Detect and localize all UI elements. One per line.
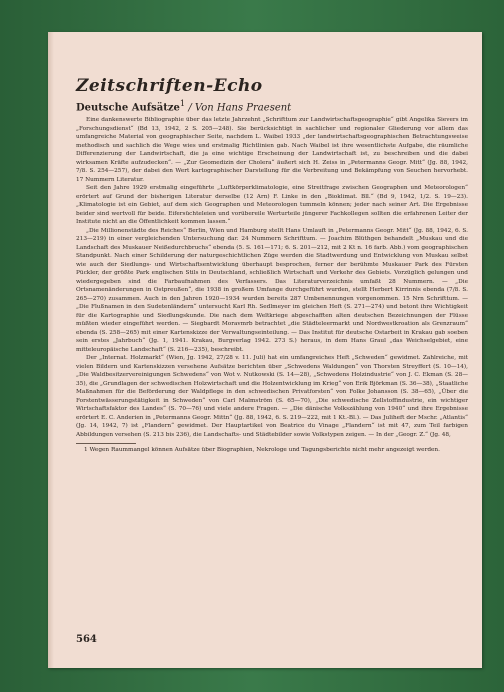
subtitle-author: Von Hans Praesent [194,102,292,114]
body-paragraph: Seit den Jahre 1929 erstmalig eingeführte „Luftkörperklimatologie, eine Streitfrage zwischen Geographen und Meteorologen“ erörtert auf Grund der bisherigen Literatur derselbe (12 Arn) F. Linke in den „Bioklimat. Bll.“ (Bd 9, 1942, 1/2. S. 19—23). „Klimatologie ist ein Gebiet, auf dem sich Geographen und Meteorologen tummeln können; jeder nach seiner Art. Die Ergebnisse beider sind wertvoll für beide. Eifersüchteleien und vorübereile Werturteile jüngerer Fachkollegen sollten die erfahrenen Leiter der Institute nicht an die Öffentlichkeit kommen lassen.“ [76,185,468,226]
subtitle-separator: / [188,102,192,114]
page-content [76,76,468,454]
body-paragraph: „Die Millionenstädte des Reiches“ Berlin, Wien und Hamburg stellt Hans Umlauft in „Petermanns Geogr. Mitt“ (Jg. 88, 1942, 6. S. 213—219) in einer vergleichenden Untersuchung dar. 24 Nummern Schrifttum. — Joachim Blüthgen behandelt „Muskau und die Landschaft des Muskauer Neißedurchbruchs“ ebenda (5. S. 161—171; 6. S. 201—212, mit 2 Kt n. 16 farb. Abb.) vom geographischen Standpunkt. Nach einer Schilderung der naturgeschichtlichen Züge werden die Stadtwerdung und Entwicklung von Muskau selbst wie auch der Siedlungs- und Wirtschaftsentwicklung überhaupt besprochen, ferner der berühmte Muskauer Park des Fürsten Pückler, der größte Park englischen Stils in Deutschland, schließlich Wirtschaft und Verkehr des Gebiets. Vorzüglich gelungen und wiedergegeben sind die Farbaufnahmen des Verfassers. Das Literaturverzeichnis umfaßt 28 Nummern. — „Die Ortsnamenänderungen in Ostpreußen“, die 1938 in großem Umfange durchgeführt wurden, stellt Herbert Kirrinnis ebenda (7/8. S. 265—270) zusammen. Auch in den Jahren 1920—1934 wurden bereits 287 Umbenennungen vorgenommen. 15 Nrn Schrifttum. — „Die Flußnamen in den Sudetenländern“ untersucht Karl Rh. Sedlmeyer im gleichen Heft (S. 271—274) und betont ihre Wichtigkeit für die Kartographie und Siedlungskunde. Die nach dem Weltkriege abgeschafften alten deutschen Bezeichnungen der Flüsse müßten wieder eingeführt werden. — Siegbardt Moravmrb betrachtet „die Städteleermarkt und Nordwestkroation als Grenzraum“ ebenda (S. 258—265) mit einer Kartenskizze der Verwaltungseinteilung. — Das Institut für deutsche Ostarbeit in Krakau gab soeben sein erstes „Jahrbuch“ (Jg. 1, 1941. Krakau, Burgverlag 1942. 273 S.) heraus, in dem Hans Graul „das Weichselgebiet, eine mitteleuropäische Landschaft“ (S. 216—235), beschreibt. [76,227,468,353]
body-paragraph: Eine dankenswerte Bibliographie über das letzte Jahrzehnt „Schrifttum zur Landwirtschaftsgeographie“ gibt Angelika Sievers im „Forschungsdienst“ (Bd 13, 1942, 2 S. 205—248). Sie berücksichtigt in sachlicher und regionaler Gliederung vor allem das umfangreiche Material von geographischer Seite, nachdem L. Waibel 1933 „der landwirtschaftsgeographischen Betrachtungsweise methodisch und sachlich die Wege wies und erstmalig Richtlinien gab. Nach Waibel ist ihre wesentlichste Aufgabe, die räumliche Differenzierung der Landwirtschaft, die ja eine wichtige Erscheinung der Landwirtschaft ist, zu beschreiben und die dabei wirksamen Kräfte aufzudecken“. — „Zur Geomedizin der Cholera“ äußert sich H. Zeiss in „Petermanns Geogr. Mitt“ (Jg. 88, 1942, 7/8. S. 254—257), der dabei den Wert kartographischer Darstellung für die Verbreitung und Bekämpfung von Seuchen hervorhebt. 17 Nummern Literatur. [76,117,468,183]
footnote: 1 Wegen Raummangel können Aufsätze über Biographien, Nekrologe und Tagungsberichte nicht mehr angezeigt werden. [84,447,440,454]
page-number: 564 [76,634,97,645]
subtitle-main: Deutsche Aufsätze [76,102,180,114]
footnote-divider [76,443,136,444]
page-edge [48,32,54,668]
page-title: Zeitschriften-Echo [76,76,263,96]
section-subtitle [76,98,468,113]
body-paragraph: Der „Internat. Holzmarkt“ (Wien, Jg. 1942, 27/28 v. 11. Juli) hat ein umfangreiches Heft „Schweden“ gewidmet. Zahlreiche, mit vielen Bildern und Kartenskizzen versehene Aufsätze berichten über „Schwedens Waldungen“ von Thorsten Streyffert (S. 10—14), „Die Waldbesitzervereinigungen Schwedens“ von Wot v. Nutkowski (S. 14—28), „Schwedens Holzindustrie“ von J. C. Ekman (S. 28—35), die „Grundlagen der schwedischen Holzwirtschaft und die Holzentwicklung im Krieg“ von Erik Björkman (S. 36—38), „Staatliche Maßnahmen für die Beförderung der Waldpflege in den schwedischen Privatforsten“ von Folke Johansson (S. 38—65), „Über die Forstentwässerungstätigkeit in Schweden“ von Carl Malmström (S. 65—70), „Die schwedische Zellstoffindustrie, ein wichtiger Wirtschaftsfaktor des Landes“ (S. 70—76) und viele andere Fragen. — „Die dänische Volkszählung von 1940“ und ihre Ergebnisse erörtert E. C. Anderien in „Petermanns Geogr. Mittn“ (Jg. 88, 1942, 6. S. 219—222, mit 1 Kt.-Bl.). — Das Juliheft der Mschr. „Atlantis“ (Jg. 14, 1942, 7) ist „Flandern“ gewidmet. Der Hauptartikel von Beatrice du Vinage „Flandern“ ist mit 47, zum Teil farbigen Abbildungen versehen (S. 213 bis 236), die Landschafts- und Städtebilder sowie Volkstypen zeigen. — In der „Geogr. Z.“ (Jg. 48, [76,355,468,438]
subtitle-footnote-marker: 1 [179,98,186,108]
document-page [48,32,482,668]
